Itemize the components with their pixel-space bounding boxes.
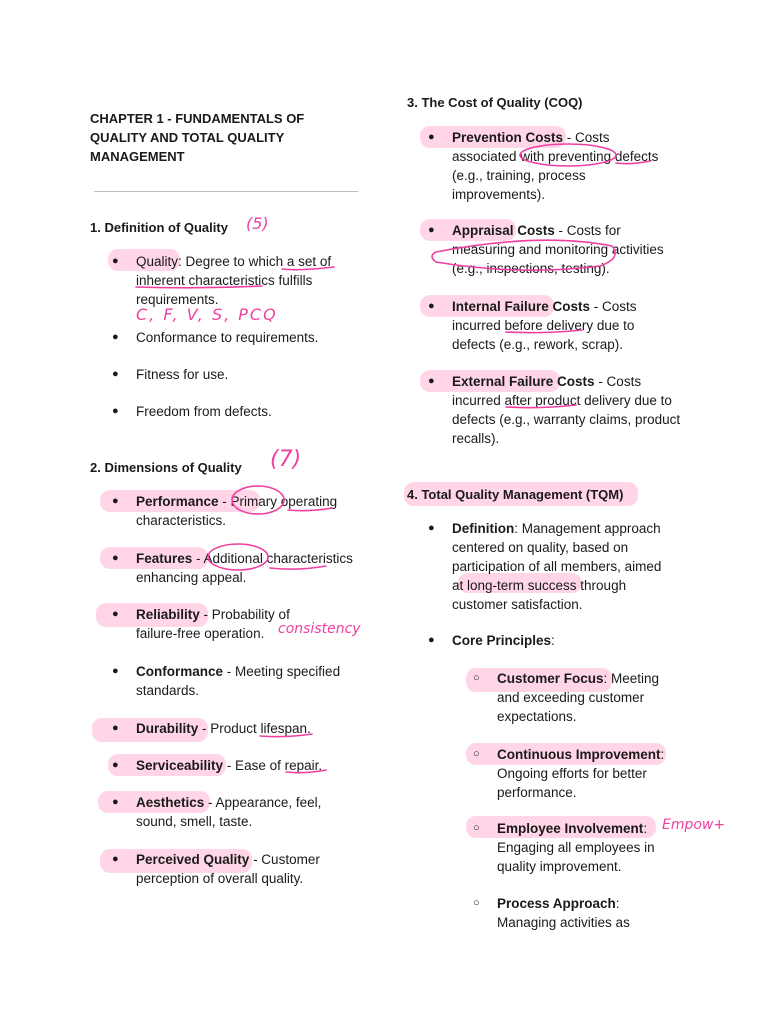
item-text: - Additional characteristics enhancing appeal. [136,551,353,585]
item-term: Features [136,551,193,566]
list-item [112,793,336,831]
item-term: Serviceability [136,758,224,773]
bullet-icon: ● [112,495,119,507]
bullet-icon: ● [112,255,119,267]
item-term: Appraisal Costs [452,223,555,238]
item-text: Conformance to requirements. [136,330,319,345]
bullet-icon: ● [112,608,119,620]
bullet-icon: ● [112,853,119,865]
circle-bullet-icon: ○ [473,822,480,834]
item-term: External Failure Costs [452,374,595,389]
bullet-icon: ● [428,224,435,236]
list-item [428,631,672,650]
item-text: : Degree to which a set of inherent characteristics fulfills requirements. [136,254,332,307]
list-item [112,252,356,309]
list-item [112,402,376,421]
item-text: : Meeting and exceeding customer expectations. [497,671,660,724]
item-term: Customer Focus [497,671,604,686]
bullet-icon: ● [112,368,119,380]
circle-bullet-icon: ○ [473,672,480,684]
bullet-icon: ● [112,405,119,417]
circle-bullet-icon: ○ [473,897,480,909]
section-heading-tqm: 4. Total Quality Management (TQM) [407,487,624,502]
list-item [112,328,376,347]
item-term: Definition [452,521,515,536]
item-term: Quality [136,254,179,269]
list-item [428,297,652,354]
bullet-icon: ● [112,722,119,734]
item-text: Fitness for use. [136,367,229,382]
handwritten-note: consistency [278,621,361,637]
item-text: - Primary operating characteristics. [136,494,338,528]
bullet-icon: ● [428,634,435,646]
bullet-icon: ● [428,131,435,143]
list-item [112,850,336,888]
item-term: Internal Failure Costs [452,299,591,314]
item-term: Reliability [136,607,200,622]
bullet-icon: ● [112,331,119,343]
list-item [112,365,376,384]
item-text: : Management approach centered on quality, based on participation of all members, aimed at long-term success through customer satisfaction. [452,521,662,612]
item-text: - Ease of repair. [223,758,323,773]
list-item [112,662,356,700]
bullet-icon: ● [112,552,119,564]
bullet-icon: ● [112,759,119,771]
handwritten-note: (5) [246,214,269,233]
list-item [112,719,376,738]
section-heading-cost: 3. The Cost of Quality (COQ) [407,95,583,110]
section-heading-dimensions: 2. Dimensions of Quality [90,460,242,475]
bullet-icon: ● [428,375,435,387]
item-text: Freedom from defects. [136,404,272,419]
section-heading-definition: 1. Definition of Quality [90,220,228,235]
list-item [112,492,366,530]
item-text: - Customer perception of overall quality. [136,852,320,886]
item-text: : [551,633,555,648]
item-text: - Probability of failure-free operation. [136,607,290,641]
item-term: Performance [136,494,219,509]
item-text: - Product lifespan. [198,721,311,736]
bullet-icon: ● [112,796,119,808]
item-term: Core Principles [452,633,552,648]
item-text: - Costs for measuring and monitoring activities (e.g., inspections, testing). [452,223,664,276]
item-text: - Costs associated with preventing defects (e.g., training, process improvements). [452,130,659,202]
item-text: : Engaging all employees in quality improvement. [497,821,655,874]
divider [94,191,358,192]
list-item [112,756,376,775]
bullet-icon: ● [112,665,119,677]
item-text: : Ongoing efforts for better performance. [497,747,665,800]
bullet-icon: ● [428,522,435,534]
bullet-icon: ● [428,300,435,312]
sub-list-item [473,745,672,802]
handwritten-note: (7) [270,447,302,472]
item-text: - Costs incurred after product delivery due to defects (e.g., warranty claims, product recalls). [452,374,681,446]
item-term: Conformance [136,664,224,679]
item-term: Prevention Costs [452,130,564,145]
list-item [428,128,667,204]
list-item [428,519,672,614]
item-text: - Appearance, feel, sound, smell, taste. [136,795,322,829]
item-text: - Meeting specified standards. [136,664,341,698]
item-term: Aesthetics [136,795,205,810]
handwritten-note: Empow+ [662,817,726,833]
item-term: Perceived Quality [136,852,250,867]
item-term: Process Approach [497,896,616,911]
item-term: Continuous Improvement [497,747,661,762]
item-text: - Costs incurred before delivery due to defects (e.g., rework, scrap). [452,299,637,352]
sub-list-item [473,894,672,932]
item-term: Durability [136,721,199,736]
sub-list-item [473,669,672,726]
sub-list-item [473,819,672,876]
chapter-title: CHAPTER 1 - FUNDAMENTALS OF QUALITY AND TOTAL QUALITY MANAGEMENT [90,111,305,164]
item-text: : Managing activities as [497,896,630,930]
list-item [428,372,684,448]
list-item [112,549,366,587]
list-item [428,221,677,278]
item-term: Employee Involvement [497,821,644,836]
handwritten-note: C, F, V, S, PCQ [136,305,278,324]
circle-bullet-icon: ○ [473,748,480,760]
